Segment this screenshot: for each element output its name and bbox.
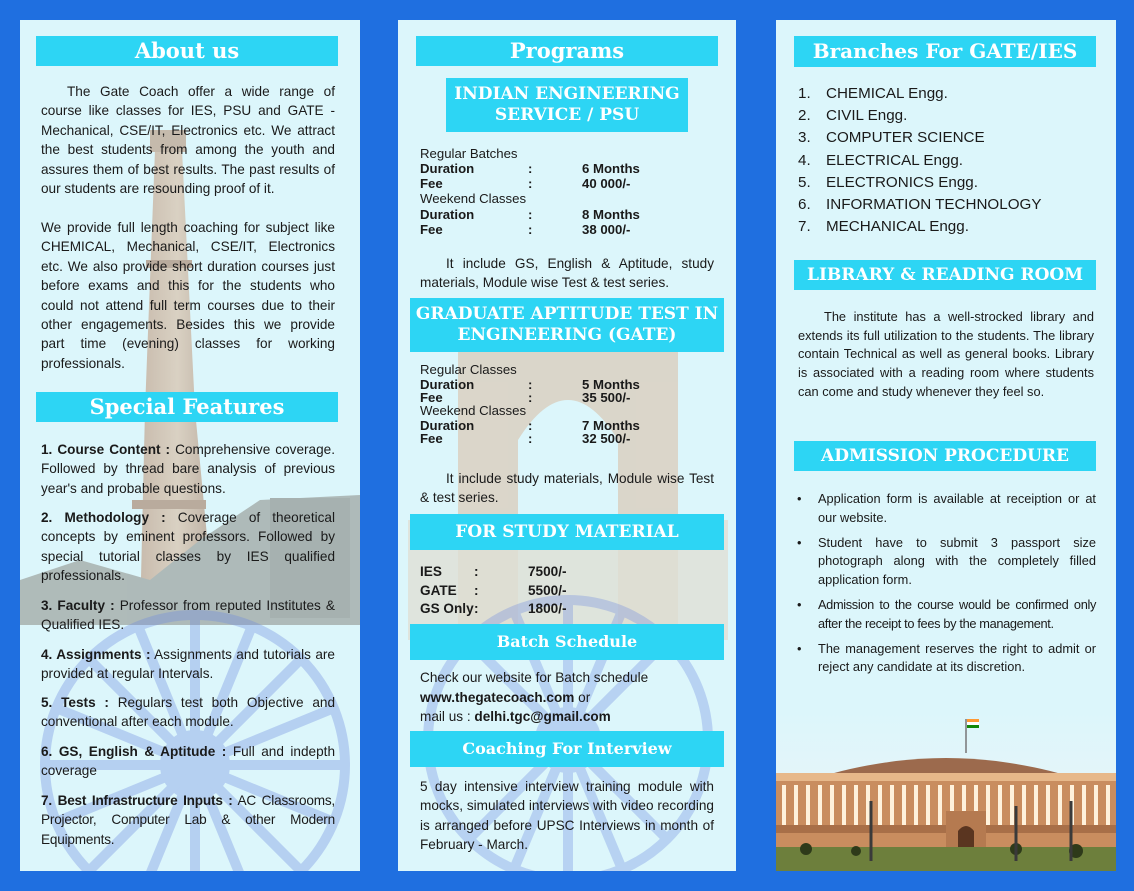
admission-heading: ADMISSION PROCEDURE (794, 441, 1096, 471)
branches-heading: Branches For GATE/IES (794, 36, 1096, 67)
fee-label: Fee (420, 222, 443, 237)
feature-item-7 (41, 791, 335, 849)
study-material-heading: FOR STUDY MATERIAL (410, 514, 724, 550)
branches-panel (776, 20, 1116, 871)
programs-heading: Programs (416, 36, 718, 66)
branch-name: ELECTRICAL Engg. (826, 151, 964, 169)
branch-number: 4. (798, 151, 811, 169)
feature-item-3 (41, 596, 335, 635)
feature-item-1 (41, 440, 335, 498)
duration-value: 5 Months (582, 377, 640, 392)
study-price: 1800/- (528, 601, 567, 616)
study-price: 7500/- (528, 564, 567, 579)
batch-schedule-text (420, 668, 720, 727)
colon: : (528, 390, 533, 405)
list-item: • Student have to submit 3 passport size photograph along with the completely filled application form. (796, 534, 1096, 590)
fee-value: 32 500/- (582, 431, 631, 446)
interview-heading: Coaching For Interview (410, 731, 724, 767)
colon: : (474, 564, 479, 579)
feature-label: 2. Methodology : (41, 510, 166, 525)
branch-name: COMPUTER SCIENCE (826, 129, 985, 147)
colon: : (528, 377, 533, 392)
feature-label: 1. Course Content : (41, 442, 171, 457)
list-item (798, 105, 1041, 127)
section-label: Weekend Classes (420, 403, 527, 418)
section-label: Regular Batches (420, 146, 518, 161)
colon: : (528, 431, 533, 446)
gate-heading: GRADUATE APTITUDE TEST IN ENGINEERING (GATE) (410, 298, 724, 352)
colon: : (528, 222, 533, 237)
feature-text: Coverage of theoretical concepts by eminent professors. Followed by special tutorial classes by IES qualified professionals. (41, 510, 335, 584)
duration-value: 8 Months (582, 207, 640, 222)
list-item (798, 127, 1041, 149)
or-text: or (574, 689, 591, 705)
fee-label: Fee (420, 176, 443, 191)
admission-list (796, 490, 1096, 683)
duration-value: 6 Months (582, 161, 640, 176)
feature-label: 7. Best Infrastructure Inputs : (41, 793, 233, 808)
branch-list (798, 83, 1041, 238)
colon: : (474, 583, 479, 598)
fee-value: 35 500/- (582, 390, 631, 405)
branch-number: 1. (798, 85, 811, 102)
fee-label: Fee (420, 390, 443, 405)
colon: : (474, 601, 479, 616)
study-row-gs-only (420, 599, 720, 618)
feature-text: AC Classrooms, Projector, Computer Lab & other Modern Equipments. (41, 793, 335, 847)
about-paragraph-2: We provide full length coaching for subject like CHEMICAL, Mechanical, CSE/IT, Electronics etc. We also provide short duration courses just before exams and this for the students who could not attend full term courses due to their other engagements. Besides this we provide part time (evening) classes for working professionals. (41, 220, 335, 371)
feature-item-4 (41, 645, 335, 684)
duration-value: 7 Months (582, 418, 640, 433)
gate-weekend-label (420, 403, 720, 418)
branch-number: 5. (798, 173, 811, 191)
duration-label: Duration (420, 207, 475, 222)
fee-value: 40 000/- (582, 176, 631, 191)
email-line (420, 707, 720, 727)
study-name: GATE (420, 583, 457, 598)
branch-number: 6. (798, 196, 811, 214)
feature-item-5 (41, 693, 335, 732)
about-heading: About us (36, 36, 338, 66)
feature-text: Professor from reputed Institutes & Qualified IES. (41, 598, 335, 633)
feature-label: 5. Tests : (41, 695, 109, 710)
study-name: IES (420, 564, 442, 579)
colon: : (528, 418, 533, 433)
branch-number: 7. (798, 218, 811, 236)
feature-item-2 (41, 508, 335, 586)
list-item (798, 150, 1041, 172)
fee-value: 38 000/- (582, 222, 631, 237)
branch-name: INFORMATION TECHNOLOGY (826, 196, 1042, 214)
colon: : (528, 161, 533, 176)
about-paragraph-1: The Gate Coach offer a wide range of course like classes for IES, PSU and GATE - Mechanical, CSE/IT, Electronics etc. We attract the best students from among the youth and assures them of best results. The past results of our students are resounding proof of it. (41, 84, 335, 197)
ies-psu-heading: INDIAN ENGINEERING SERVICE / PSU (446, 78, 688, 132)
batch-schedule-heading: Batch Schedule (410, 624, 724, 660)
list-item (798, 194, 1041, 216)
list-item (798, 172, 1041, 194)
fee-label: Fee (420, 431, 443, 446)
feature-text: Regulars test both Objective and conventional after each module. (41, 695, 336, 730)
feature-text: Full and indepth coverage (41, 744, 335, 779)
section-label: Regular Classes (420, 362, 517, 377)
branch-name: CIVIL Engg. (826, 107, 908, 125)
study-row-ies (420, 562, 720, 581)
feature-text: Comprehensive coverage. Followed by thread bare analysis of previous year's and probable questions. (41, 442, 335, 496)
section-label: Weekend Classes (420, 191, 527, 206)
duration-label: Duration (420, 377, 475, 392)
feature-text: Assignments and tutorials are provided at regular Intervals. (41, 647, 335, 682)
feature-label: 6. GS, English & Aptitude : (41, 744, 227, 759)
mail-prefix: mail us : (420, 709, 475, 724)
list-item (798, 216, 1041, 238)
list-item: • Admission to the course would be confirmed only after the receipt to fees by the management. (796, 596, 1096, 633)
list-item: • Application form is available at receiption or at our website. (796, 490, 1096, 527)
about-panel (20, 20, 360, 871)
email-link[interactable]: delhi.tgc@gmail.com (474, 709, 611, 724)
website-link[interactable]: www.thegatecoach.com (420, 689, 575, 705)
gate-note: It include study materials, Module wise Test & test series. (420, 471, 714, 506)
branch-number: 3. (798, 129, 811, 147)
branch-name: ELECTRONICS Engg. (826, 173, 978, 191)
feature-label: 3. Faculty : (41, 598, 115, 613)
programs-panel (398, 20, 736, 871)
interview-text: 5 day intensive interview training module with mocks, simulated interviews with video recording is arranged before UPSC Interviews in month of February - March. (420, 779, 714, 853)
batch-schedule-line: Check our website for Batch schedule (420, 670, 649, 685)
list-item: • The management reserves the right to admit or reject any candidate at its discretion. (796, 640, 1096, 677)
colon: : (528, 207, 533, 222)
gate-regular-label (420, 362, 720, 377)
ies-weekend-label (420, 191, 720, 206)
website-line (420, 688, 720, 708)
special-features-heading: Special Features (36, 392, 338, 422)
library-text: The institute has a well-strocked library and extends its full utilization to the students. The library contain Technical as well as general books. Library is associated with a reading room where students can come and study whenever they feel so. (798, 309, 1094, 399)
study-row-gate (420, 581, 720, 600)
ies-regular-label (420, 146, 720, 161)
feature-label: 4. Assignments : (41, 647, 151, 662)
list-item (798, 83, 1041, 105)
library-heading: LIBRARY & READING ROOM (794, 260, 1096, 290)
branch-number: 2. (798, 107, 811, 125)
colon: : (528, 176, 533, 191)
duration-label: Duration (420, 418, 475, 433)
feature-item-6 (41, 742, 335, 781)
study-name: GS Only (420, 601, 474, 616)
branch-name: CHEMICAL Engg. (826, 85, 948, 102)
ies-note: It include GS, English & Aptitude, study materials, Module wise Test & test series. (420, 256, 714, 291)
parliament-house-illustration (776, 711, 1116, 871)
duration-label: Duration (420, 161, 475, 176)
branch-name: MECHANICAL Engg. (826, 218, 969, 236)
study-price: 5500/- (528, 583, 567, 598)
